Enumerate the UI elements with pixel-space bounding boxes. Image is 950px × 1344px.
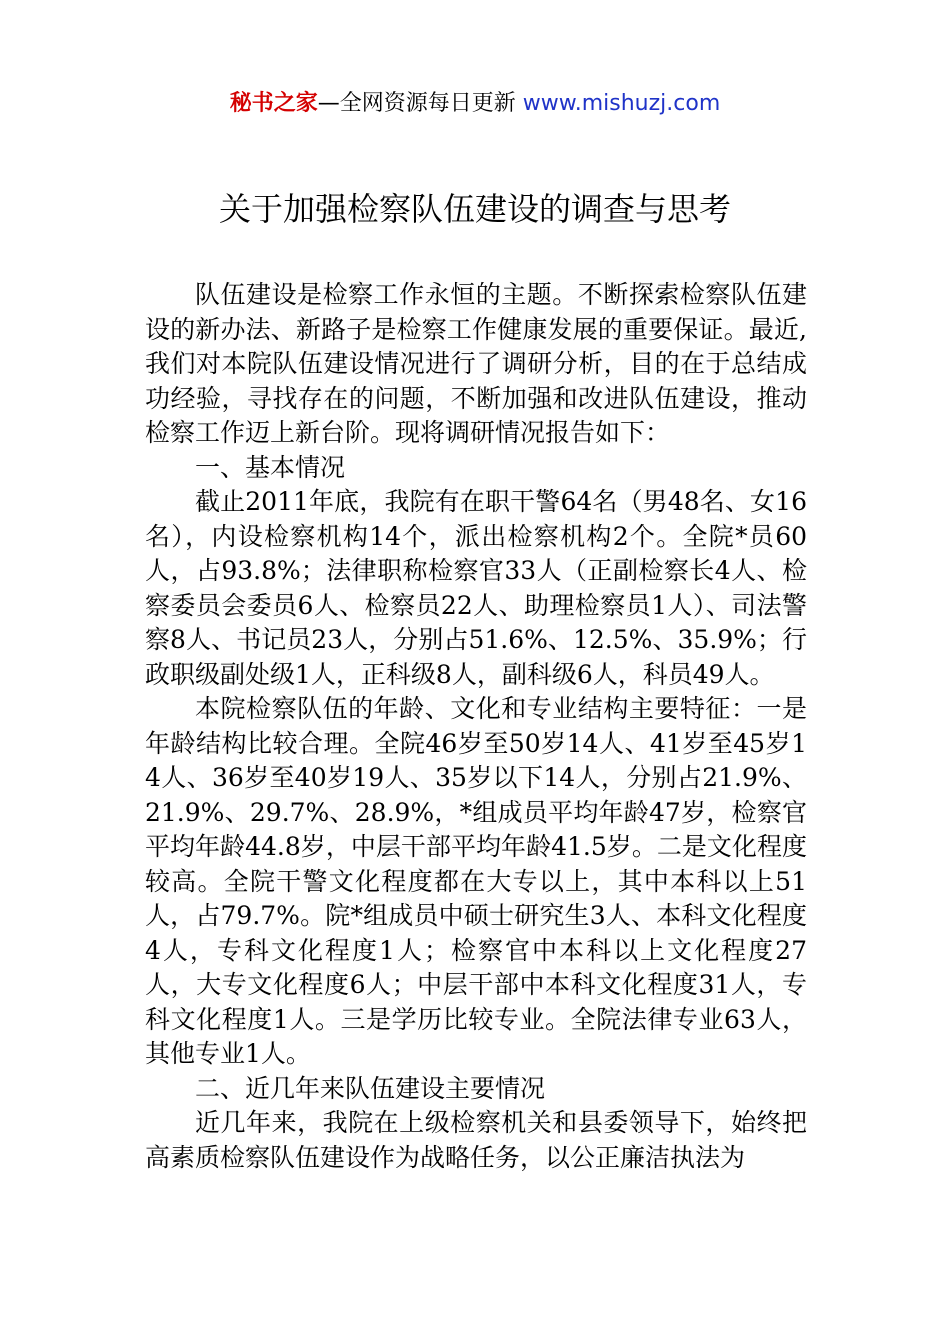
site-url-link[interactable]: www.mishuzj.com [522,91,721,116]
section-heading-basic-situation: 一、基本情况 [195,452,346,482]
paragraph-recent-years: 近几年来，我院在上级检察机关和县委领导下，始终把高素质检察队伍建设作为战略任务，以公正廉洁执法为 [145,1108,807,1172]
document-title: 关于加强检察队伍建设的调查与思考 [218,190,731,228]
paragraph-structure-features: 本院检察队伍的年龄、文化和专业结构主要特征：一是年龄结构比较合理。全院46岁至50岁14人、41岁至45岁14人、36岁至40岁19人、35岁以下14人，分别占21.9%、21.9%、29.7%、28.9%，*组成员平均年龄47岁，检察官平均年龄44.8岁，中层干部平均年龄41.5岁。二是文化程度较高。全院干警文化程度都在大专以上，其中本科以上51人，占79.7%。院*组成员中硕士研究生3人、本科文化程度4人，专科文化程度1人；检察官中本科以上文化程度27人，大专文化程度6人；中层干部中本科文化程度31人，专科文化程度1人。三是学历比较专业。全院法律专业63人，其他专业1人。 [145,694,807,1068]
brand-name: 秘书之家 [229,91,318,116]
section-heading-recent-years: 二、近几年来队伍建设主要情况 [195,1073,546,1103]
paragraph-intro: 队伍建设是检察工作永恒的主题。不断探索检察队伍建设的新办法、新路子是检察工作健康发展的重要保证。最近,我们对本院队伍建设情况进行了调研分析，目的在于总结成功经验，寻找存在的问题，不断加强和改进队伍建设，推动检察工作迈上新台阶。现将调研情况报告如下： [145,280,807,447]
paragraph-staff-statistics: 截止2011年底，我院有在职干警64名（男48名、女16名），内设检察机构14个，派出检察机构2个。全院*员60人，占93.8%；法律职称检察官33人（正副检察长4人、检察委员会委员6人、检察员22人、助理检察员1人）、司法警察8人、书记员23人，分别占51.6%、12.5%、35.9%；行政职级副处级1人，正科级8人，副科级6人，科员49人。 [145,487,807,689]
header-tagline: —全网资源每日更新 [317,91,523,116]
document-body [145,278,807,1175]
site-header [0,88,950,120]
